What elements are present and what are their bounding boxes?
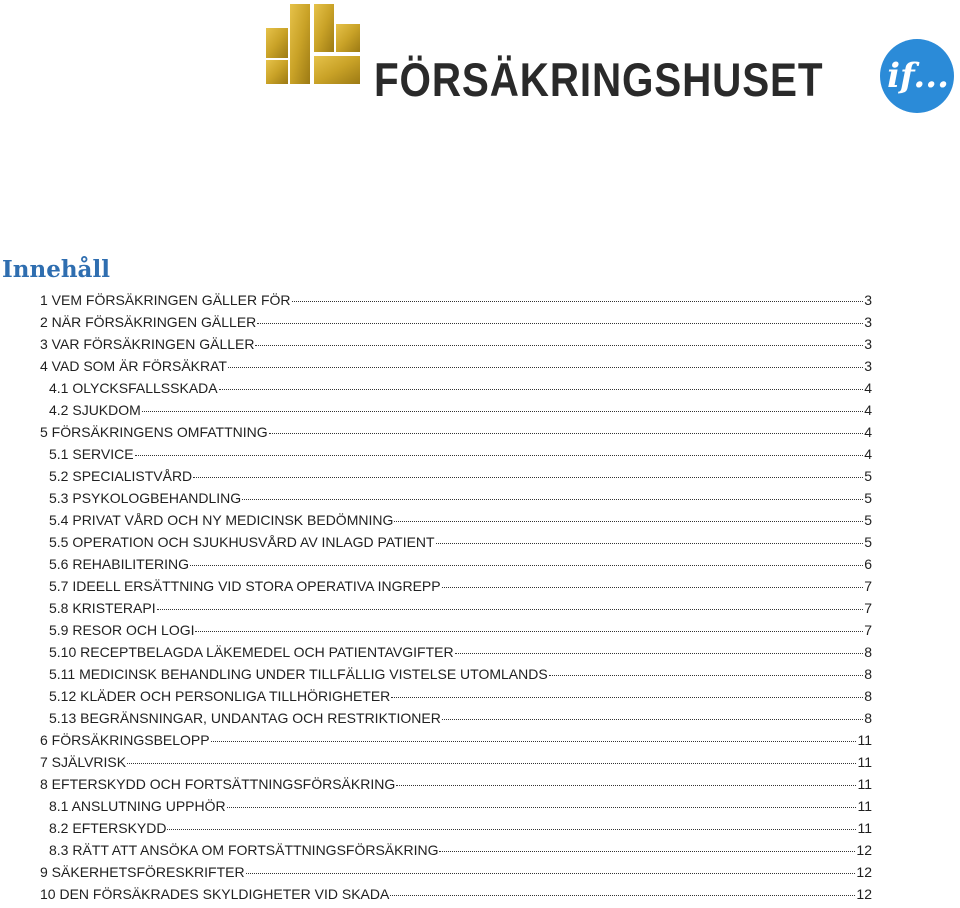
toc-entry-page: 5 bbox=[864, 512, 872, 528]
toc-entry[interactable] bbox=[49, 578, 872, 600]
toc-entry-page: 8 bbox=[864, 644, 872, 660]
toc-entry[interactable] bbox=[49, 842, 872, 864]
toc-leader-dots bbox=[390, 894, 855, 896]
toc-leader-dots bbox=[396, 784, 856, 786]
toc-entry-title: 5.11 MEDICINSK BEHANDLING UNDER TILLFÄLLIG VISTELSE UTOMLANDS bbox=[49, 666, 548, 682]
toc-entry[interactable] bbox=[40, 358, 872, 380]
toc-entry[interactable] bbox=[49, 600, 872, 622]
toc-leader-dots bbox=[195, 630, 863, 632]
toc-entry[interactable] bbox=[49, 380, 872, 402]
toc-entry-page: 3 bbox=[864, 358, 872, 374]
toc-leader-dots bbox=[157, 608, 864, 610]
toc-entry[interactable] bbox=[49, 798, 872, 820]
toc-leader-dots bbox=[167, 828, 856, 830]
toc-entry-page: 5 bbox=[864, 468, 872, 484]
toc-entry-title: 5.12 KLÄDER OCH PERSONLIGA TILLHÖRIGHETER bbox=[49, 688, 391, 704]
toc-entry-page: 12 bbox=[856, 864, 872, 880]
toc-entry-page: 12 bbox=[856, 886, 872, 902]
toc-entry-title: 5.2 SPECIALISTVÅRD bbox=[49, 468, 193, 484]
toc-entry-title: 8.1 ANSLUTNING UPPHÖR bbox=[49, 798, 226, 814]
forsakringshuset-logo-mark-icon bbox=[266, 4, 362, 84]
toc-entry-page: 12 bbox=[856, 842, 872, 858]
toc-entry-page: 7 bbox=[864, 622, 872, 638]
toc-entry[interactable] bbox=[49, 556, 872, 578]
toc-entry[interactable] bbox=[49, 468, 872, 490]
toc-leader-dots bbox=[269, 432, 864, 434]
toc-leader-dots bbox=[211, 740, 857, 742]
if-logo-icon bbox=[880, 39, 954, 113]
toc-leader-dots bbox=[242, 498, 863, 500]
toc-leader-dots bbox=[455, 652, 864, 654]
toc-entry-page: 7 bbox=[864, 600, 872, 616]
toc-entry-page: 7 bbox=[864, 578, 872, 594]
toc-entry-title: 10 DEN FÖRSÄKRADES SKYLDIGHETER VID SKADA bbox=[40, 886, 390, 902]
toc-entry[interactable] bbox=[49, 666, 872, 688]
toc-leader-dots bbox=[246, 872, 856, 874]
toc-entry[interactable] bbox=[49, 490, 872, 512]
toc-leader-dots bbox=[190, 564, 863, 566]
toc-entry-title: 5 FÖRSÄKRINGENS OMFATTNING bbox=[40, 424, 268, 440]
toc-entry[interactable] bbox=[49, 644, 872, 666]
toc-entry-page: 11 bbox=[857, 754, 872, 770]
toc-entry-title: 8.3 RÄTT ATT ANSÖKA OM FORTSÄTTNINGSFÖRSÄKRING bbox=[49, 842, 439, 858]
toc-leader-dots bbox=[193, 476, 863, 478]
toc-entry-page: 4 bbox=[864, 402, 872, 418]
toc-entry[interactable] bbox=[49, 534, 872, 556]
toc-leader-dots bbox=[127, 762, 856, 764]
toc-entry-page: 6 bbox=[864, 556, 872, 572]
toc-entry-page: 11 bbox=[857, 820, 872, 836]
toc-entry-title: 5.6 REHABILITERING bbox=[49, 556, 190, 572]
brand-name: FÖRSÄKRINGSHUSET bbox=[374, 53, 824, 106]
toc-entry-page: 11 bbox=[857, 732, 872, 748]
toc-entry-page: 4 bbox=[864, 424, 872, 440]
toc-entry[interactable] bbox=[49, 402, 872, 424]
toc-entry[interactable] bbox=[49, 710, 872, 732]
toc-entry[interactable] bbox=[40, 754, 872, 776]
toc-entry-title: 1 VEM FÖRSÄKRINGEN GÄLLER FÖR bbox=[40, 292, 291, 308]
toc-entry-title: 9 SÄKERHETSFÖRESKRIFTER bbox=[40, 864, 245, 880]
toc-entry-page: 8 bbox=[864, 710, 872, 726]
toc-leader-dots bbox=[442, 586, 864, 588]
toc-entry-title: 5.8 KRISTERAPI bbox=[49, 600, 156, 616]
toc-entry-page: 8 bbox=[864, 688, 872, 704]
toc-entry-page: 4 bbox=[864, 446, 872, 462]
toc-entry[interactable] bbox=[40, 424, 872, 446]
toc-leader-dots bbox=[442, 718, 863, 720]
toc-entry-title: 5.10 RECEPTBELAGDA LÄKEMEDEL OCH PATIENTAVGIFTER bbox=[49, 644, 454, 660]
toc-entry[interactable] bbox=[40, 776, 872, 798]
toc-entry-title: 3 VAR FÖRSÄKRINGEN GÄLLER bbox=[40, 336, 255, 352]
toc-entry[interactable] bbox=[40, 292, 872, 314]
if-logo-text: if... bbox=[887, 56, 949, 96]
toc-entry-page: 3 bbox=[864, 336, 872, 352]
toc-entry-title: 7 SJÄLVRISK bbox=[40, 754, 127, 770]
toc-entry-title: 5.13 BEGRÄNSNINGAR, UNDANTAG OCH RESTRIKTIONER bbox=[49, 710, 441, 726]
toc-entry-title: 5.9 RESOR OCH LOGI bbox=[49, 622, 195, 638]
toc-entry-title: 4.2 SJUKDOM bbox=[49, 402, 141, 418]
toc-entry-page: 3 bbox=[864, 292, 872, 308]
toc-entry[interactable] bbox=[40, 314, 872, 336]
toc-entry-page: 5 bbox=[864, 490, 872, 506]
toc-entry[interactable] bbox=[40, 732, 872, 754]
toc-entry-title: 2 NÄR FÖRSÄKRINGEN GÄLLER bbox=[40, 314, 257, 330]
toc-entry-page: 3 bbox=[864, 314, 872, 330]
toc-entry-title: 5.1 SERVICE bbox=[49, 446, 134, 462]
toc-leader-dots bbox=[292, 300, 864, 302]
toc-entry[interactable] bbox=[49, 688, 872, 710]
toc-entry[interactable] bbox=[40, 886, 872, 908]
toc-entry-page: 11 bbox=[857, 798, 872, 814]
toc-leader-dots bbox=[142, 410, 863, 412]
toc-leader-dots bbox=[439, 850, 855, 852]
toc-entry[interactable] bbox=[49, 446, 872, 468]
toc-entry-title: 5.5 OPERATION OCH SJUKHUSVÅRD AV INLAGD PATIENT bbox=[49, 534, 435, 550]
toc-leader-dots bbox=[436, 542, 864, 544]
toc-entry[interactable] bbox=[49, 622, 872, 644]
toc-entry-title: 4.1 OLYCKSFALLSSKADA bbox=[49, 380, 218, 396]
toc-entry-title: 8 EFTERSKYDD OCH FORTSÄTTNINGSFÖRSÄKRING bbox=[40, 776, 396, 792]
toc-entry[interactable] bbox=[40, 336, 872, 358]
toc-entry-title: 8.2 EFTERSKYDD bbox=[49, 820, 167, 836]
toc-entry-title: 5.4 PRIVAT VÅRD OCH NY MEDICINSK BEDÖMNING bbox=[49, 512, 394, 528]
toc-entry-title: 5.7 IDEELL ERSÄTTNING VID STORA OPERATIVA INGREPP bbox=[49, 578, 441, 594]
toc-leader-dots bbox=[255, 344, 863, 346]
toc-leader-dots bbox=[549, 674, 864, 676]
toc-entry-page: 4 bbox=[864, 380, 872, 396]
toc-entry-title: 5.3 PSYKOLOGBEHANDLING bbox=[49, 490, 242, 506]
toc-leader-dots bbox=[257, 322, 863, 324]
toc-entry-page: 11 bbox=[857, 776, 872, 792]
toc-leader-dots bbox=[135, 454, 864, 456]
toc-entry-page: 8 bbox=[864, 666, 872, 682]
toc-leader-dots bbox=[394, 520, 863, 522]
toc-heading: Innehåll bbox=[2, 256, 110, 283]
toc-entry-page: 5 bbox=[864, 534, 872, 550]
toc-leader-dots bbox=[219, 388, 864, 390]
toc-entry-title: 4 VAD SOM ÄR FÖRSÄKRAT bbox=[40, 358, 227, 374]
toc-entry[interactable] bbox=[49, 820, 872, 842]
toc-entry[interactable] bbox=[40, 864, 872, 886]
toc-leader-dots bbox=[391, 696, 863, 698]
toc-leader-dots bbox=[227, 806, 857, 808]
toc-entry-title: 6 FÖRSÄKRINGSBELOPP bbox=[40, 732, 210, 748]
toc-leader-dots bbox=[228, 366, 863, 368]
toc-entry[interactable] bbox=[49, 512, 872, 534]
